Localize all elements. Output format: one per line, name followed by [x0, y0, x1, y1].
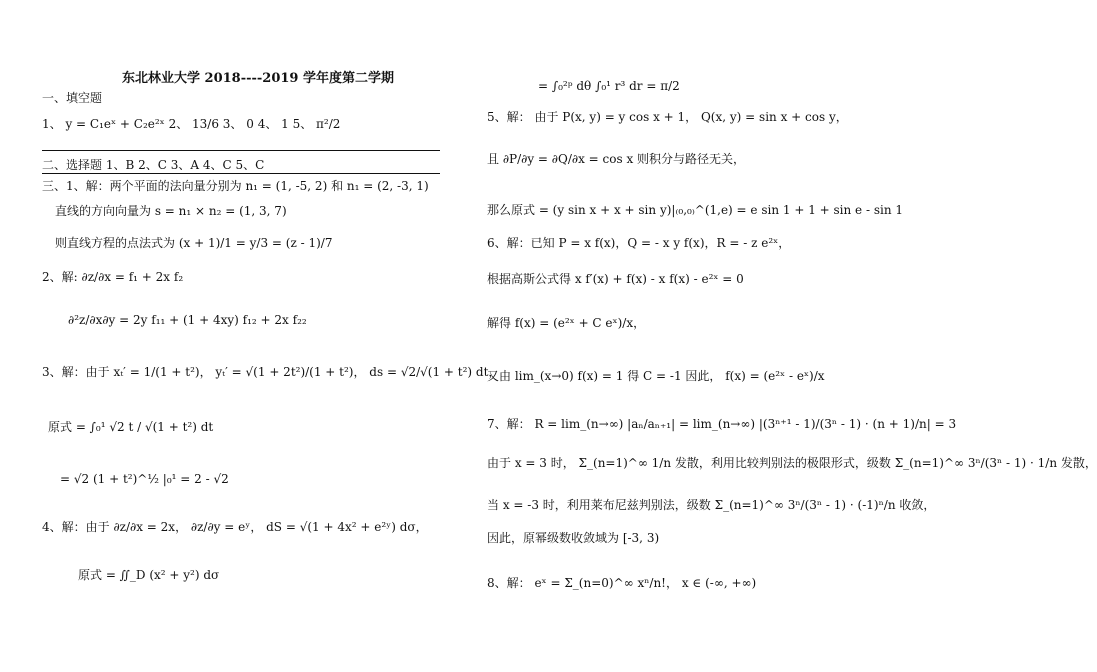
divider-top	[42, 150, 440, 151]
q5-given: 5、解： 由于 P(x, y) = y cos x + 1， Q(x, y) = sin x + cos y，	[487, 110, 848, 124]
fill-in-answers: 1、 y = C₁eˣ + C₂e²ˣ 2、 13/6 3、 0 4、 1 5、 π²/2	[42, 117, 341, 131]
q4-double-integral: 原式 = ∬_D (x² + y²) dσ	[78, 568, 220, 582]
q2-mixed-derivative: ∂²z/∂x∂y = 2y f₁₁ + (1 + 4xy) f₁₂ + 2x f₂₂	[68, 313, 307, 327]
q6-solution: 解得 f(x) = (e²ˣ + C eˣ)/x，	[487, 316, 646, 330]
q7-x-eq-3: 由于 x = 3 时， Σ_(n=1)^∞ 1/n 发散，利用比较判别法的极限形式，级数 Σ_(n=1)^∞ 3ⁿ/(3ⁿ - 1) · 1/n 发散，	[487, 456, 1097, 470]
q3-integral-result: = √2 (1 + t²)^½ |₀¹ = 2 - √2	[60, 472, 229, 486]
section-3-q1-heading: 三、1、解：两个平面的法向量分别为 n₁ = (1, -5, 2) 和 n₁ = (2, -3, 1)	[42, 179, 429, 193]
q5-result: 那么原式 = (y sin x + x + sin y)|₍₀,₀₎^(1,e) = e sin 1 + 1 + sin e - sin 1	[487, 203, 904, 217]
q7-convergence-domain: 因此，原幂级数收敛域为 [-3, 3)	[487, 531, 660, 545]
q6-constant: 又由 lim_(x→0) f(x) = 1 得 C = -1 因此， f(x) = (e²ˣ - eˣ)/x	[487, 369, 825, 383]
document-title: 东北林业大学 2018----2019 学年度第二学期	[122, 71, 394, 86]
q1-line-equation: 则直线方程的点法式为 (x + 1)/1 = y/3 = (z - 1)/7	[55, 236, 333, 250]
q8-series: 8、解： eˣ = Σ_(n=0)^∞ xⁿ/n!， x ∈ (-∞, +∞)	[487, 576, 757, 590]
q4-polar-result: = ∫₀²ᵖ dθ ∫₀¹ r³ dr = π/2	[538, 79, 680, 93]
section-choice-answers: 二、选择题 1、B 2、C 3、A 4、C 5、C	[42, 158, 265, 172]
q7-x-eq-minus-3: 当 x = -3 时，利用莱布尼兹判别法，级数 Σ_(n=1)^∞ 3ⁿ/(3ⁿ - 1) · (-1)ⁿ/n 收敛，	[487, 498, 936, 512]
q5-path-independence: 且 ∂P/∂y = ∂Q/∂x = cos x 则积分与路径无关，	[487, 152, 746, 166]
q6-given: 6、解：已知 P = x f(x)，Q = - x y f(x)，R = - z e²ˣ，	[487, 236, 791, 250]
divider-bottom	[42, 173, 440, 174]
q3-integral-setup: 原式 = ∫₀¹ √2 t / √(1 + t²) dt	[48, 420, 214, 434]
q2-first-derivative: 2、解: ∂z/∂x = f₁ + 2x f₂	[42, 270, 184, 284]
q4-partials: 4、解：由于 ∂z/∂x = 2x， ∂z/∂y = eʸ， dS = √(1 + 4x² + e²ʸ) dσ，	[42, 520, 428, 534]
section-fill-in-heading: 一、填空题	[42, 91, 103, 105]
q6-gauss: 根据高斯公式得 x f′(x) + f(x) - x f(x) - e²ˣ = 0	[487, 272, 744, 286]
q1-direction-vector: 直线的方向向量为 s = n₁ × n₂ = (1, 3, 7)	[55, 204, 287, 218]
q3-derivatives: 3、解：由于 xₜ′ = 1/(1 + t²)， yₜ′ = √(1 + 2t²)/(1 + t²)， ds = √2/√(1 + t²) dt，	[42, 365, 501, 379]
q7-radius: 7、解： R = lim_(n→∞) |aₙ/aₙ₊₁| = lim_(n→∞) |(3ⁿ⁺¹ - 1)/(3ⁿ - 1) · (n + 1)/n| = 3	[487, 417, 957, 431]
